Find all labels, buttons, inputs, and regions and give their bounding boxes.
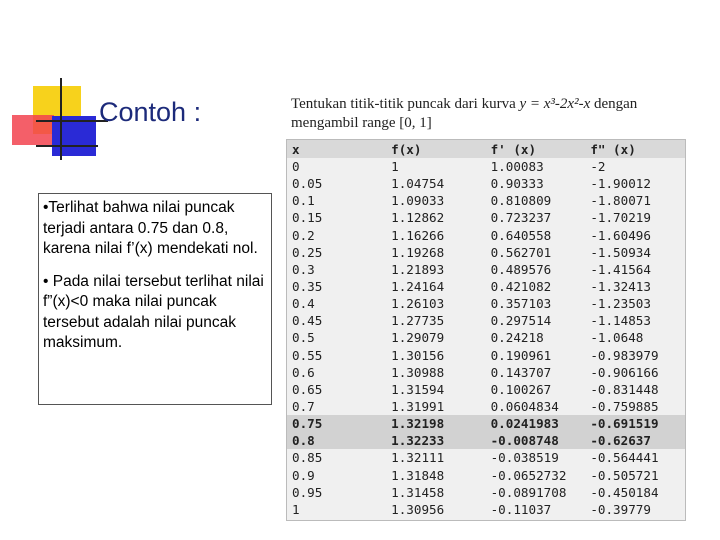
table-row bbox=[287, 295, 685, 312]
table-cell: 1.21893 bbox=[391, 261, 445, 277]
table-cell: -1.41564 bbox=[590, 261, 651, 277]
table-cell: -0.906166 bbox=[590, 364, 659, 380]
table-cell: 1.32233 bbox=[386, 432, 485, 449]
table-cell: 1.31594 bbox=[391, 381, 445, 397]
problem-line-1 bbox=[291, 95, 691, 114]
table-cell: 1.31458 bbox=[391, 484, 445, 500]
table-cell: 0.489576 bbox=[490, 261, 552, 277]
table-cell: 0.5 bbox=[292, 330, 315, 346]
column-header-f2x: f" (x) bbox=[585, 140, 685, 158]
table-cell: 0.05 bbox=[292, 176, 323, 192]
logo-blue-square bbox=[52, 116, 96, 156]
table-cell: -1.14853 bbox=[590, 313, 651, 329]
table-cell: 0.143707 bbox=[490, 364, 552, 380]
table-cell: -0.983979 bbox=[590, 347, 659, 363]
table-cell: 0.723237 bbox=[490, 210, 552, 226]
table-cell: 0.24218 bbox=[490, 330, 544, 346]
table-row bbox=[287, 312, 685, 329]
table-cell: -1.80071 bbox=[590, 193, 651, 209]
table-cell: 0.95 bbox=[292, 484, 323, 500]
table-cell: 1.12862 bbox=[391, 210, 445, 226]
table-cell: -0.038519 bbox=[490, 450, 559, 466]
table-cell: 0.562701 bbox=[490, 244, 552, 260]
table-cell: 0.357103 bbox=[490, 296, 552, 312]
table-cell: -0.831448 bbox=[590, 381, 659, 397]
table-cell: 0.297514 bbox=[490, 313, 552, 329]
table-cell: 1 bbox=[292, 501, 300, 517]
table-cell: 1.24164 bbox=[391, 279, 445, 295]
table-cell: 0.55 bbox=[292, 347, 323, 363]
table-cell: -0.505721 bbox=[590, 467, 659, 483]
table-row bbox=[287, 209, 685, 226]
column-header-x: x bbox=[287, 140, 386, 158]
logo-vertical-line bbox=[60, 78, 62, 160]
table-row bbox=[287, 449, 685, 466]
logo-horizontal-line bbox=[36, 120, 108, 122]
explanation-box bbox=[38, 193, 272, 405]
table-cell: 0.190961 bbox=[490, 347, 552, 363]
table-cell: 1.27735 bbox=[391, 313, 445, 329]
table-cell: -2 bbox=[590, 159, 606, 175]
table-cell: 0.15 bbox=[292, 210, 323, 226]
table-cell: 0.35 bbox=[292, 279, 323, 295]
table-cell: 0.640558 bbox=[490, 227, 552, 243]
table-cell: 1.26103 bbox=[391, 296, 445, 312]
table-cell: -1.60496 bbox=[590, 227, 651, 243]
table-cell: 0.9 bbox=[292, 467, 315, 483]
column-header-fx: f(x) bbox=[386, 140, 485, 158]
problem-equation: y = x³-2x²-x bbox=[519, 96, 591, 112]
table-cell: -1.23503 bbox=[590, 296, 651, 312]
table-row bbox=[287, 467, 685, 484]
table-row bbox=[287, 484, 685, 501]
table-cell: 1.30988 bbox=[391, 364, 445, 380]
table-cell: 0.2 bbox=[292, 227, 315, 243]
problem-line-2: mengambil range [0, 1] bbox=[291, 115, 432, 131]
table-cell: 1.19268 bbox=[391, 244, 445, 260]
table-cell: 0 bbox=[292, 159, 300, 175]
table-cell: 0.8 bbox=[287, 432, 386, 449]
table-cell: -0.0652732 bbox=[490, 467, 567, 483]
problem-text-pre: Tentukan titik-titik puncak dari kurva bbox=[291, 96, 520, 112]
table-row bbox=[287, 192, 685, 209]
table-cell: -1.70219 bbox=[590, 210, 651, 226]
table-cell: 1.04754 bbox=[391, 176, 445, 192]
table-row bbox=[287, 261, 685, 278]
table-cell: 1.30956 bbox=[391, 501, 445, 517]
table-row bbox=[287, 347, 685, 364]
table-row bbox=[287, 227, 685, 244]
note-1: •Terlihat bahwa nilai puncak terjadi antara 0.75 dan 0.8, karena nilai f’(x) mendekati nol. bbox=[43, 199, 258, 257]
table-row bbox=[287, 158, 685, 175]
table-cell: -1.0648 bbox=[590, 330, 644, 346]
table-row bbox=[287, 278, 685, 295]
table-cell: -0.450184 bbox=[590, 484, 659, 500]
table-cell: 1 bbox=[391, 159, 399, 175]
table-cell: 0.90333 bbox=[490, 176, 544, 192]
table-cell: -0.759885 bbox=[590, 399, 659, 415]
table-cell: 0.75 bbox=[287, 415, 386, 432]
note-2: • Pada nilai tersebut terlihat nilai f”(x)<0 maka nilai puncak tersebut adalah nilai puncak maksimum. bbox=[43, 272, 264, 351]
table-cell: 1.00083 bbox=[490, 159, 544, 175]
logo-horizontal-line-lower bbox=[36, 145, 98, 147]
table-cell: -0.62637 bbox=[585, 432, 685, 449]
table-header-row bbox=[287, 140, 685, 158]
values-table bbox=[287, 140, 685, 518]
table-cell: 1.09033 bbox=[391, 193, 445, 209]
table-row bbox=[287, 432, 685, 449]
table-cell: -0.11037 bbox=[490, 501, 552, 517]
table-row bbox=[287, 398, 685, 415]
table-cell: -0.691519 bbox=[585, 415, 685, 432]
table-row bbox=[287, 381, 685, 398]
values-table-container bbox=[286, 139, 686, 521]
table-cell: 0.7 bbox=[292, 399, 315, 415]
table-cell: 1.29079 bbox=[391, 330, 445, 346]
slide-title: Contoh : bbox=[99, 97, 202, 127]
table-cell: -0.0891708 bbox=[490, 484, 567, 500]
table-cell: 1.30156 bbox=[391, 347, 445, 363]
table-cell: -0.564441 bbox=[590, 450, 659, 466]
table-row bbox=[287, 329, 685, 346]
table-cell: -0.008748 bbox=[486, 432, 586, 449]
problem-text-post: dengan bbox=[590, 96, 638, 112]
table-row bbox=[287, 501, 685, 518]
table-cell: 1.32111 bbox=[391, 450, 445, 466]
table-cell: 0.25 bbox=[292, 244, 323, 260]
table-cell: 0.1 bbox=[292, 193, 315, 209]
column-header-f1x: f' (x) bbox=[486, 140, 586, 158]
table-row bbox=[287, 244, 685, 261]
table-cell: 1.16266 bbox=[391, 227, 445, 243]
table-cell: 1.31848 bbox=[391, 467, 445, 483]
table-row bbox=[287, 175, 685, 192]
table-cell: -1.50934 bbox=[590, 244, 651, 260]
table-cell: 0.85 bbox=[292, 450, 323, 466]
table-cell: 0.6 bbox=[292, 364, 315, 380]
table-row bbox=[287, 415, 685, 432]
table-cell: -1.90012 bbox=[590, 176, 651, 192]
table-cell: 0.45 bbox=[292, 313, 323, 329]
table-cell: 0.4 bbox=[292, 296, 315, 312]
table-cell: 0.421082 bbox=[490, 279, 552, 295]
table-cell: 0.100267 bbox=[490, 381, 552, 397]
table-cell: -1.32413 bbox=[590, 279, 651, 295]
table-cell: -0.39779 bbox=[590, 501, 651, 517]
table-cell: 0.0604834 bbox=[490, 399, 559, 415]
table-cell: 1.32198 bbox=[386, 415, 485, 432]
table-cell: 0.3 bbox=[292, 261, 315, 277]
table-cell: 1.31991 bbox=[391, 399, 445, 415]
table-cell: 0.0241983 bbox=[486, 415, 586, 432]
table-cell: 0.810809 bbox=[490, 193, 552, 209]
table-cell: 0.65 bbox=[292, 381, 323, 397]
table-row bbox=[287, 364, 685, 381]
problem-statement bbox=[291, 95, 691, 133]
